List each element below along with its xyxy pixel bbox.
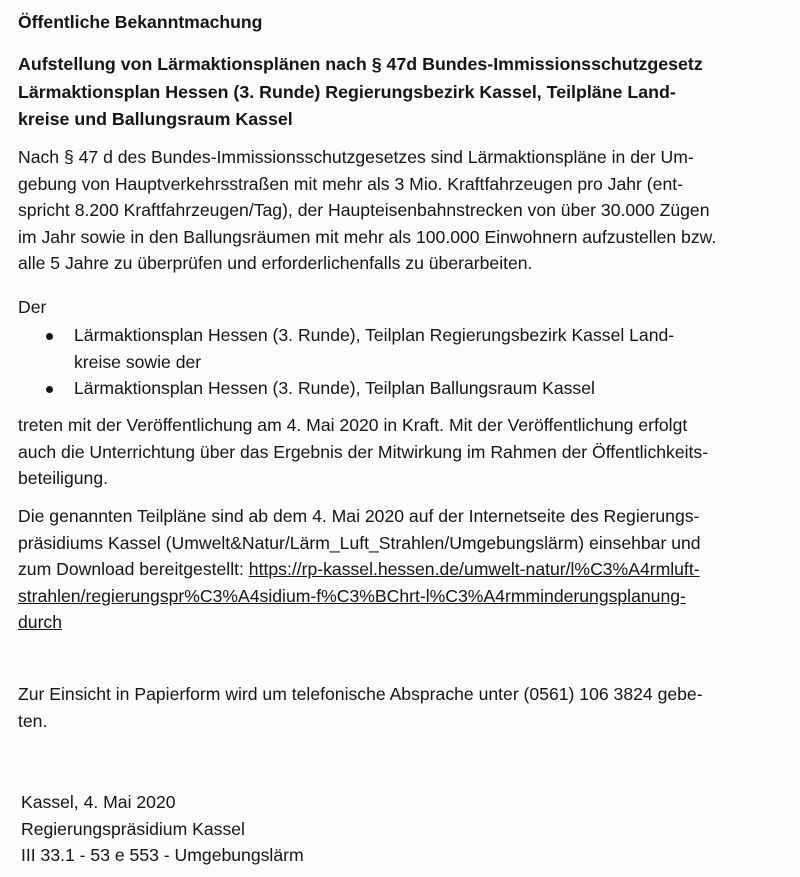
paragraph-line: auch die Unterrichtung über das Ergebnis der Mitwirkung im Rahmen der Öffentlichkeits- [18, 441, 709, 462]
bullet-icon [46, 333, 53, 340]
paragraph-line: spricht 8.200 Kraftfahrzeugen/Tag), der Haupteisenbahnstrecken von über 30.000 Zügen [18, 200, 710, 220]
bullet-icon [46, 386, 53, 393]
list-item [44, 375, 784, 402]
paragraph-line: ten. [18, 710, 48, 731]
paragraph-legal-basis [18, 144, 788, 277]
signature-place-date: Kassel, 4. Mai 2020 [21, 792, 176, 812]
list-item [44, 322, 784, 375]
paragraph-line: beteiligung. [18, 468, 108, 488]
title-line: Lärmaktionsplan Hessen (3. Runde) Regierungsbezirk Kassel, Teilpläne Land- [18, 81, 676, 102]
paragraph-download [18, 503, 788, 636]
download-link[interactable]: https://rp-kassel.hessen.de/umwelt-natur/l%C3%A4rmluft- [248, 559, 700, 579]
title-line: Aufstellung von Lärmaktionsplänen nach § 47d Bundes-Immissionsschutzgesetz [18, 54, 703, 74]
paragraph-line: alle 5 Jahre zu überprüfen und erforderlichenfalls zu überarbeiten. [18, 253, 533, 273]
paragraph-line [18, 556, 788, 583]
paragraph-der: Der [18, 297, 47, 317]
list-item-line: kreise sowie der [74, 351, 202, 372]
signature-block [21, 789, 791, 869]
paragraph-line: im Jahr sowie in den Ballungsräumen mit mehr als 100.000 Einwohnern aufzustellen bzw. [18, 226, 717, 247]
paragraph-effective-date [18, 412, 788, 492]
paragraph-line: Die genannten Teilpläne sind ab dem 4. Mai 2020 auf der Internetseite des Regierungs- [18, 506, 700, 526]
paragraph-line: gebung von Hauptverkehrsstraßen mit mehr als 3 Mio. Kraftfahrzeugen pro Jahr (ent- [18, 173, 683, 194]
paragraph-line: präsidiums Kassel (Umwelt&Natur/Lärm_Luft_Strahlen/Umgebungslärm) einsehbar und [18, 532, 701, 553]
signature-reference: III 33.1 - 53 e 553 - Umgebungslärm [21, 845, 304, 865]
download-link[interactable]: durch [18, 612, 63, 632]
download-link[interactable]: strahlen/regierungspr%C3%A4sidium-f%C3%BChrt-l%C3%A4rmminderungsplanung- [18, 585, 686, 606]
title-line: kreise und Ballungsraum Kassel [18, 109, 293, 129]
signature-authority: Regierungspräsidium Kassel [21, 818, 245, 839]
document-title [18, 51, 783, 134]
list-item-line: Lärmaktionsplan Hessen (3. Runde), Teilplan Ballungsraum Kassel [74, 378, 595, 398]
download-text: zum Download bereitgestellt: [18, 559, 244, 579]
paragraph-line: Nach § 47 d des Bundes-Immissionsschutzgesetzes sind Lärmaktionspläne in der Um- [18, 147, 694, 167]
paragraph-paper-inspection [18, 681, 788, 734]
list-item-line: Lärmaktionsplan Hessen (3. Runde), Teilplan Regierungsbezirk Kassel Land- [74, 325, 675, 345]
plan-list [44, 322, 784, 402]
paragraph-line: treten mit der Veröffentlichung am 4. Mai 2020 in Kraft. Mit der Veröffentlichung erfolgt [18, 415, 688, 435]
document-heading: Öffentliche Bekanntmachung [18, 12, 263, 32]
paragraph-line: Zur Einsicht in Papierform wird um telefonische Absprache unter (0561) 106 3824 gebe- [18, 684, 703, 704]
